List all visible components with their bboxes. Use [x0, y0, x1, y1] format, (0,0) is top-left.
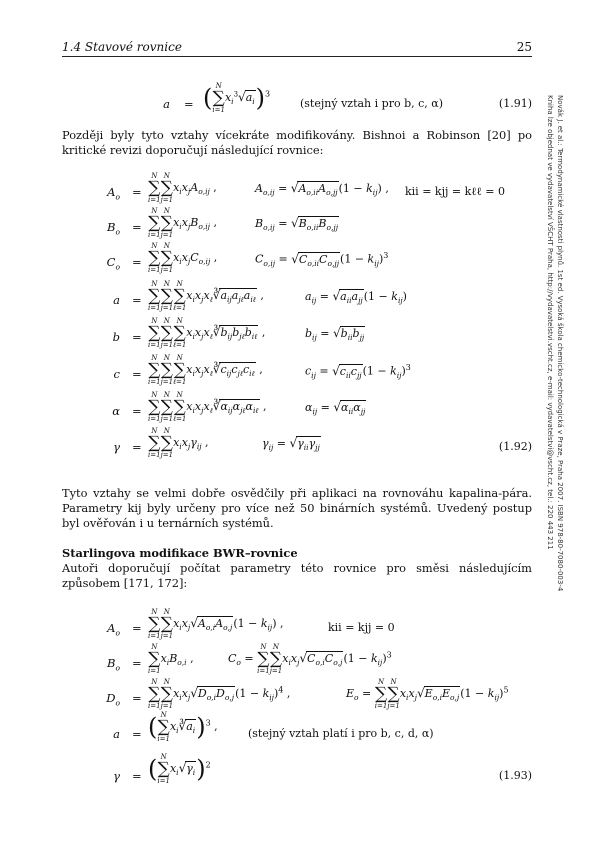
eq-192-number: (1.92)	[498, 440, 532, 453]
eq-191-number: (1.91)	[498, 97, 532, 110]
paragraph-2: Tyto vztahy se velmi dobře osvědčily při aplikaci na rovnováhu kapalina-pára. Parametry kij byly určeny pro více než 50 binárních systémů. Uvedený postup byl ověřován i u ternárních systémů.	[62, 486, 532, 530]
eq-193-k-condition: kii = kjj = 0	[328, 621, 395, 634]
sidenote-line-2: Kniha lze objednat ve vydavatelství VŠCHT Praha, http://vydavatelstvi.vscht.cz, e-mail: vydavatelstvi@vscht.cz, tel.: 220 443 211	[546, 95, 554, 550]
eq-193-number: (1.93)	[498, 769, 532, 782]
copyright-sidenote	[537, 95, 565, 795]
eq-192-k-condition: kii = kjj = kℓℓ = 0	[405, 185, 506, 198]
section-subheading: Starlingova modifikace BWR–rovnice	[62, 546, 298, 560]
paragraph-3: Autoři doporučují počítat parametry této rovnice pro směsi následujícím způsobem [171, 172]:	[62, 561, 532, 590]
page-number: 25	[516, 40, 532, 54]
eq-191-note: (stejný vztah i pro b, c, α)	[300, 97, 443, 110]
running-header	[62, 38, 532, 57]
eq-193-note: (stejný vztah platí i pro b, c, d, α)	[248, 727, 434, 740]
section-title: 1.4 Stavové rovnice	[62, 40, 182, 54]
sidenote-line-1: Novák J. et al.: Termodynamické vlastnosti plynů. 1st ed. Vysoká škola chemicko-technologická v Praze, Praha 2007. ISBN 978-80-7080-003-4	[556, 95, 564, 592]
document-page: 1.4 Stavové rovnice 25 Novák J. et al.: Termodynamické vlastnosti plynů. 1st ed. Vysoká škola chemicko-technologická v Praze, Praha 2007. ISBN 978-80-7080-003-4 Kniha lze objednat ve vydavatelství VŠCHT Praha, http://vydavatelstvi.vscht.cz, e-mail: vydavatelstvi@vscht.cz, tel.: 220 443 211 a = ( N ∑ i=1 $x_i^3√a_i)^3$ (stejný vztah i pro b, c, α) (1.91) Později byly tyto vztahy vícekráte modifikovány. Bishnoi a Robinson [20] po kritické revizi doporučují následující rovnice: $A_o$ = N ∑ i=1 N ∑ j=1 $x_ix_jA_{o,ij}$ , $A_{o,ij} = √A_{o,ii}A_{o,jj}(1 - k_{ij})$ , kii = kjj = kℓℓ = 0 $B_o$ = N ∑ i=1 N ∑ j=1 $x_ix_jB_{o,ij}$ , $B_{o,ij} = √B_{o,ii}B_{o,jj}$ $C_o$ = N ∑ i=1 N ∑ j=1 $x_ix_jC_{o,ij}$ , $C_{o,ij} = √C_{o,ii}C_{o,jj}(1 - k_{ij})^3$ a = N ∑ i=1 N ∑ j=1 N ∑ ℓ=1 $x_ix_jx_\ell∛a_{ij}a_{j\ell}a_{i\ell}$ , $a_{ij} = √a_{ii}a_{jj}(1 - k_{ij})$ b = N ∑ i=1 N ∑ j=1 N ∑ ℓ=1 $x_ix_jx_\ell∛b_{ij}b_{j\ell}b_{i\ell}$ , $b_{ij} = √b_{ii}b_{jj}$ c = N ∑ i=1 N ∑ j=1 N ∑ ℓ=1 $x_ix_jx_\ell∛c_{ij}c_{j\ell}c_{i\ell}$ , $c_{ij} = √c_{ii}c_{jj}(1 - k_{ij})^3$ α = N ∑ i=1 N ∑ j=1 N ∑ ℓ=1 $x_ix_jx_\ell∛\alpha_{ij}\alpha_{j\ell}\alpha_{i\ell}$ , $\alpha_{ij} = √\alpha_{ii}\alpha_{jj}$ γ = N ∑ i=1 N ∑ j=1 $x_ix_j\gamma_{ij}$ , $\gamma_{ij} = √\gamma_{ii}\gamma_{jj}$ (1.92) Tyto vztahy se velmi dobře osvědčily při aplikaci na rovnováhu kapalina-pára. Parametry kij byly určeny pro více než 50 binárních systémů. Uvedený postup byl ověřován i u ternárních systémů. Starlingova modifikace BWR–rovnice Autoři doporučují počítat parametry této rovnice pro směsi následujícím způsobem [171, 172]: $A_o$ = N ∑ i=1 N ∑ j=1 $x_ix_j√A_{o,i}A_{o,j}(1 - k_{ij})$ , kii = kjj = 0 $B_o$ = N ∑ i=1 $x_iB_{o,i}$ , $C_o$ = N ∑ i=1 N ∑ j=1 $x_ix_j√C_{o,i}C_{o,j}(1 - k_{ij})^3$ $D_o$ = N ∑ i=1 N ∑ j=1 $x_ix_j√D_{o,i}D_{o,j}(1 - k_{ij})^4$ , $E_o$ = N ∑ i=1 N ∑ j=1 $x_ix_j√E_{o,i}E_{o,j}(1 - k_{ij})^5$ a = ( N ∑ i=1 $x_i∛a_i)^3$ , (stejný vztah platí i pro b, c, d, α) γ = ( N ∑ i=1 $x_i√\gamma_i)^2$ (1.93)	[0, 0, 600, 857]
paragraph-1: Později byly tyto vztahy vícekráte modifikovány. Bishnoi a Robinson [20] po kritické revizi doporučují následující rovnice:	[62, 128, 532, 157]
